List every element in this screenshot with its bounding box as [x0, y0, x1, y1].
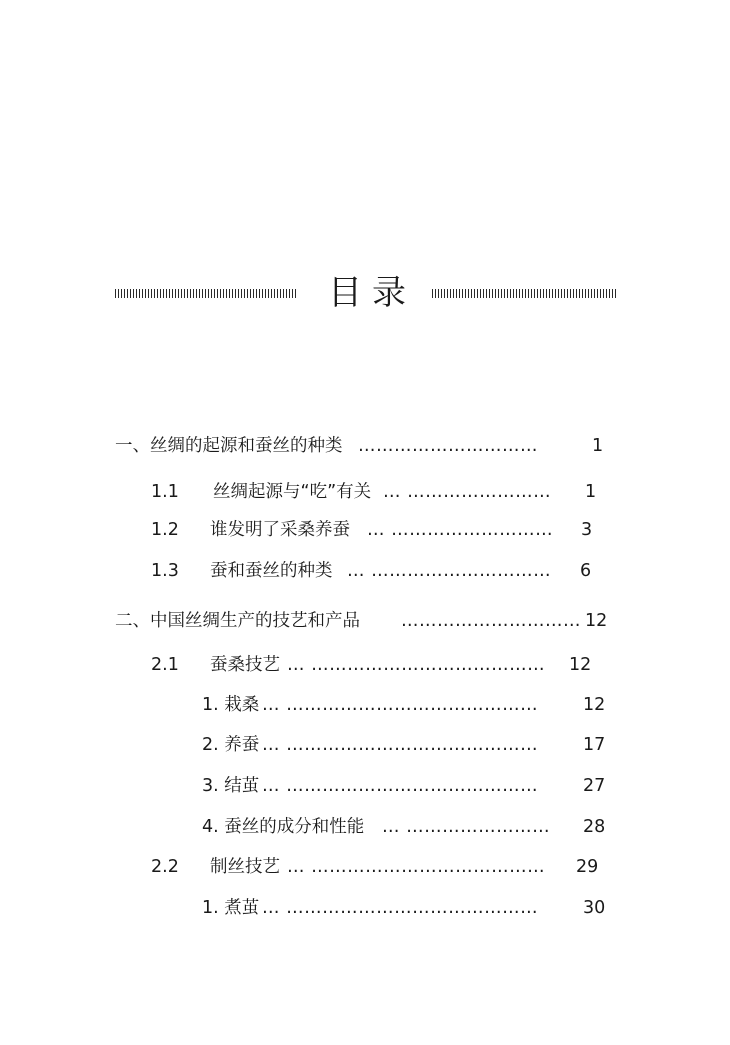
toc-section-2-2[interactable]	[151, 854, 610, 880]
toc-page-number: 3	[581, 520, 593, 540]
toc-section-1-2[interactable]	[151, 517, 610, 543]
toc-leader-dots: … ……………………………………	[262, 735, 539, 755]
toc-chapter-1[interactable]	[115, 433, 610, 459]
toc-page-number: 12	[583, 695, 606, 715]
toc-page-number: 30	[583, 898, 606, 918]
toc-leader-dots: …………………………	[358, 436, 538, 456]
toc-section-number: 1.3	[151, 561, 179, 581]
toc-page-number: 29	[576, 857, 599, 877]
toc-leader-dots: … ……………………	[382, 817, 551, 837]
toc-leader-dots: … …………………………………	[287, 857, 546, 877]
toc-page-number: 28	[583, 817, 606, 837]
toc-label: 蚕和蚕丝的种类	[210, 561, 333, 581]
title-rule-left	[115, 289, 297, 298]
toc-chapter-2[interactable]	[115, 608, 615, 634]
toc-label: 蚕桑技艺	[210, 655, 280, 675]
toc-page-number: 1	[592, 436, 604, 456]
toc-label: 2. 养蚕	[202, 735, 260, 755]
toc-section-1-3[interactable]	[151, 558, 610, 584]
toc-section-1-1[interactable]	[151, 479, 610, 505]
toc-label: 丝绸起源与“吃”有关	[213, 482, 372, 502]
toc-item-2-1-1[interactable]	[202, 692, 610, 718]
toc-leader-dots: … ……………………………………	[262, 898, 539, 918]
toc-section-number: 2.1	[151, 655, 179, 675]
toc-page-number: 1	[585, 482, 597, 502]
toc-leader-dots: … ……………………………………	[262, 695, 539, 715]
toc-leader-dots: …………………………	[401, 611, 581, 631]
toc-item-2-1-2[interactable]	[202, 732, 610, 758]
toc-leader-dots: … …………………………………	[287, 655, 546, 675]
toc-label: 3. 结茧	[202, 776, 260, 796]
toc-section-number: 1.1	[151, 482, 179, 502]
toc-section-number: 1.2	[151, 520, 179, 540]
toc-item-2-2-1[interactable]	[202, 895, 610, 921]
toc-leader-dots: … ………………………	[367, 520, 554, 540]
toc-label: 谁发明了采桑养蚕	[210, 520, 350, 540]
toc-page-number: 17	[583, 735, 606, 755]
page-title: 目录	[328, 273, 416, 313]
toc-section-2-1[interactable]	[151, 652, 610, 678]
toc-page-number: 6	[580, 561, 592, 581]
toc-section-number: 2.2	[151, 857, 179, 877]
title-row	[0, 270, 730, 320]
toc-page-number: 12	[585, 611, 608, 631]
toc-page-number: 12	[569, 655, 592, 675]
toc-label: 一、丝绸的起源和蚕丝的种类	[115, 436, 343, 456]
toc-leader-dots: … ……………………	[383, 482, 552, 502]
toc-label: 1. 煮茧	[202, 898, 260, 918]
toc-item-2-1-4[interactable]	[202, 814, 610, 840]
toc-label: 4. 蚕丝的成分和性能	[202, 817, 365, 837]
toc-label: 二、中国丝绸生产的技艺和产品	[115, 611, 360, 631]
toc-label: 1. 栽桑	[202, 695, 260, 715]
toc-leader-dots: … ……………………………………	[262, 776, 539, 796]
toc-page-number: 27	[583, 776, 606, 796]
toc-leader-dots: … …………………………	[347, 561, 552, 581]
toc-label: 制丝技艺	[210, 857, 280, 877]
toc-item-2-1-3[interactable]	[202, 773, 610, 799]
title-rule-right	[432, 289, 617, 298]
